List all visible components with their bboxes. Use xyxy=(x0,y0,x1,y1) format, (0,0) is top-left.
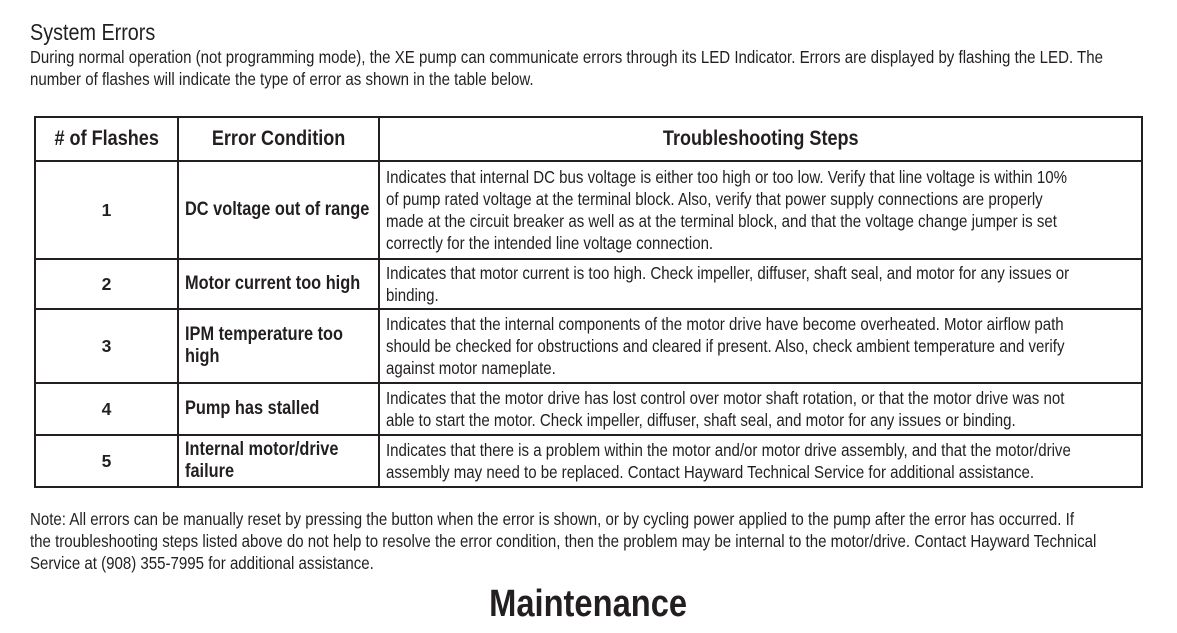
steps-cell xyxy=(379,435,1142,487)
steps-line: Indicates that internal DC bus voltage is either too high or too low. Verify that line voltage is within 10% xyxy=(386,167,1067,187)
flashes-cell: 1 xyxy=(35,161,178,259)
flashes-cell: 5 xyxy=(35,435,178,487)
condition-cell xyxy=(178,435,379,487)
steps-line: assembly may need to be replaced. Contact Hayward Technical Service for additional assistance. xyxy=(386,462,1035,482)
section-title xyxy=(30,19,176,45)
condition-line: Internal motor/drive xyxy=(185,439,339,460)
intro-line: During normal operation (not programming mode), the XE pump can communicate errors through its LED Indicator. Errors are displayed by flashing the LED. The xyxy=(30,47,1103,67)
condition-cell xyxy=(178,259,379,309)
table-header-row xyxy=(35,117,1142,161)
condition-line: high xyxy=(185,346,220,367)
table-row xyxy=(35,383,1142,435)
intro-line: number of flashes will indicate the type of error as shown in the table below. xyxy=(30,69,534,89)
steps-cell xyxy=(379,161,1142,259)
steps-line: correctly for the intended line voltage connection. xyxy=(386,233,714,253)
error-table xyxy=(34,116,1143,488)
flashes-cell: 2 xyxy=(35,259,178,309)
header-steps xyxy=(379,117,1142,161)
steps-cell xyxy=(379,383,1142,435)
condition-line: Pump has stalled xyxy=(185,398,320,419)
intro-paragraph xyxy=(30,46,1177,90)
flashes-cell: 4 xyxy=(35,383,178,435)
steps-line: of pump rated voltage at the terminal block. Also, verify that power supply connections are properly xyxy=(386,189,1043,209)
header-condition-label: Error Condition xyxy=(211,127,346,150)
note-line: Service at (908) 355-7995 for additional assistance. xyxy=(30,553,374,573)
header-condition xyxy=(178,117,379,161)
condition-cell xyxy=(178,383,379,435)
steps-cell xyxy=(379,309,1142,383)
note-line: the troubleshooting steps listed above do not help to resolve the error condition, then the problem may be internal to the motor/drive. Contact Hayward Technical xyxy=(30,531,1097,551)
steps-line: Indicates that the internal components of the motor drive have become overheated. Motor airflow path xyxy=(386,314,1064,334)
table-row xyxy=(35,435,1142,487)
steps-line: binding. xyxy=(386,285,439,305)
steps-line: against motor nameplate. xyxy=(386,358,556,378)
steps-cell xyxy=(379,259,1142,309)
steps-line: Indicates that the motor drive has lost control over motor shaft rotation, or that the motor drive was not xyxy=(386,388,1065,408)
condition-cell xyxy=(178,309,379,383)
condition-line: IPM temperature too xyxy=(185,324,343,345)
steps-line: Indicates that there is a problem within the motor and/or motor drive assembly, and that the motor/drive xyxy=(386,440,1071,460)
header-flashes-label: # of Flashes xyxy=(54,127,159,150)
header-flashes xyxy=(35,117,178,161)
table-row xyxy=(35,259,1142,309)
condition-line: Motor current too high xyxy=(185,273,361,294)
maintenance-heading-text: Maintenance xyxy=(489,583,688,625)
table-row xyxy=(35,161,1142,259)
maintenance-heading xyxy=(0,580,1177,628)
note-paragraph xyxy=(30,508,1177,574)
table-row xyxy=(35,309,1142,383)
condition-cell xyxy=(178,161,379,259)
flashes-cell: 3 xyxy=(35,309,178,383)
steps-line: made at the circuit breaker as well as at the terminal block, and that the voltage change jumper is set xyxy=(386,211,1057,231)
steps-line: able to start the motor. Check impeller, diffuser, shaft seal, and motor for any issues or binding. xyxy=(386,410,1016,430)
header-steps-label: Troubleshooting Steps xyxy=(662,127,859,150)
condition-line: failure xyxy=(185,461,235,482)
note-line: Note: All errors can be manually reset by pressing the button when the error is shown, or by cycling power applied to the pump after the error has occurred. If xyxy=(30,509,1074,529)
steps-line: Indicates that motor current is too high. Check impeller, diffuser, shaft seal, and motor for any issues or xyxy=(386,263,1070,283)
section-title-text: System Errors xyxy=(30,19,156,45)
steps-line: should be checked for obstructions and cleared if present. Also, check ambient temperature and verify xyxy=(386,336,1065,356)
condition-line: DC voltage out of range xyxy=(185,199,370,220)
